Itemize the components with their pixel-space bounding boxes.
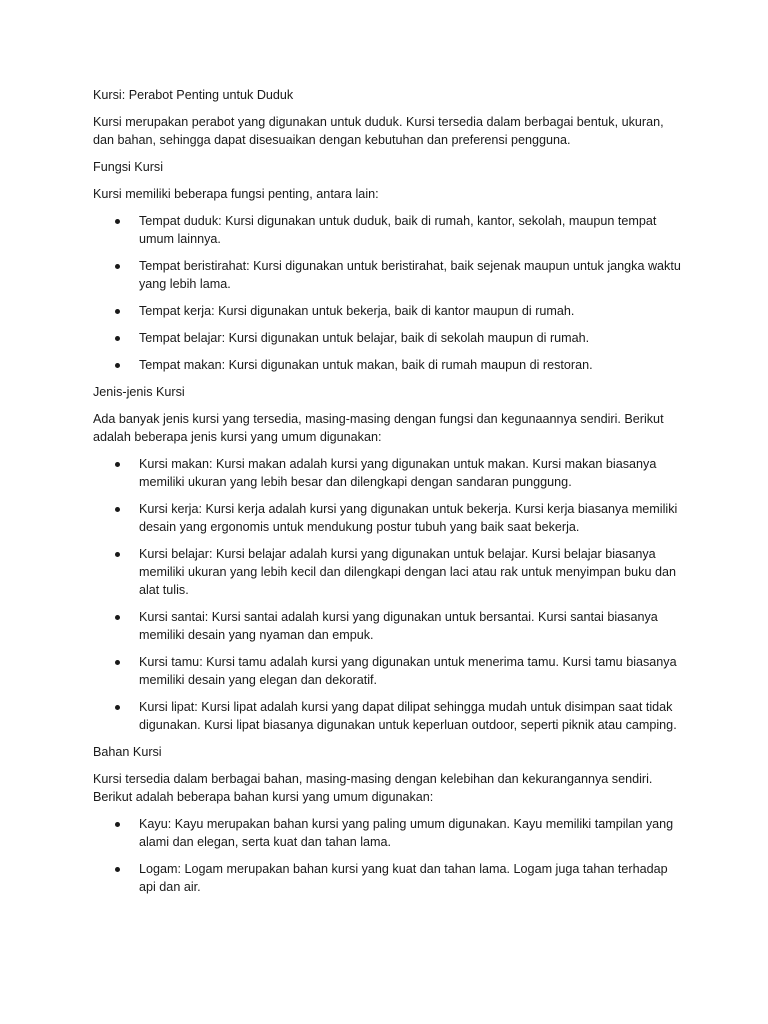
bullet-icon: [115, 462, 120, 467]
list-item: [93, 329, 683, 347]
section-heading-jenis: Jenis-jenis Kursi: [93, 385, 185, 399]
section-intro-bahan: Kursi tersedia dalam berbagai bahan, masing-masing dengan kelebihan dan kekurangannya sendiri. Berikut adalah beberapa bahan kursi yang umum digunakan:: [93, 772, 653, 804]
bullet-icon: [115, 822, 120, 827]
bullet-icon: [115, 264, 120, 269]
bullet-icon: [115, 705, 120, 710]
list-item-text: Tempat makan: Kursi digunakan untuk makan, baik di rumah maupun di restoran.: [139, 358, 593, 372]
list-item: [93, 698, 683, 734]
bullet-icon: [115, 867, 120, 872]
jenis-list: [93, 455, 683, 734]
bullet-icon: [115, 363, 120, 368]
bullet-icon: [115, 507, 120, 512]
section-intro-fungsi: Kursi memiliki beberapa fungsi penting, antara lain:: [93, 187, 379, 201]
list-item-text: Kursi belajar: Kursi belajar adalah kursi yang digunakan untuk belajar. Kursi belajar biasanya memiliki ukuran yang lebih kecil dan dilengkapi dengan laci atau rak untuk menyimpan buku dan alat tulis.: [139, 547, 676, 597]
bullet-icon: [115, 552, 120, 557]
list-item: [93, 653, 683, 689]
list-item: [93, 545, 683, 599]
section-heading-fungsi: Fungsi Kursi: [93, 160, 163, 174]
list-item-text: Tempat beristirahat: Kursi digunakan untuk beristirahat, baik sejenak maupun untuk jangka waktu yang lebih lama.: [139, 259, 681, 291]
list-item-text: Tempat kerja: Kursi digunakan untuk bekerja, baik di kantor maupun di rumah.: [139, 304, 575, 318]
list-item-text: Tempat duduk: Kursi digunakan untuk duduk, baik di rumah, kantor, sekolah, maupun tempat umum lainnya.: [139, 214, 657, 246]
list-item: [93, 356, 683, 374]
list-item-text: Tempat belajar: Kursi digunakan untuk belajar, baik di sekolah maupun di rumah.: [139, 331, 590, 345]
list-item-text: Logam: Logam merupakan bahan kursi yang kuat dan tahan lama. Logam juga tahan terhadap api dan air.: [139, 862, 668, 894]
bullet-icon: [115, 615, 120, 620]
bullet-icon: [115, 309, 120, 314]
list-item: [93, 257, 683, 293]
bullet-icon: [115, 660, 120, 665]
list-item-text: Kayu: Kayu merupakan bahan kursi yang paling umum digunakan. Kayu memiliki tampilan yang alami dan elegan, serta kuat dan tahan lama.: [139, 817, 674, 849]
document-body: [93, 86, 683, 905]
bahan-list: [93, 815, 683, 896]
list-item: [93, 212, 683, 248]
document-title: Kursi: Perabot Penting untuk Duduk: [93, 88, 294, 102]
list-item: [93, 455, 683, 491]
section-intro-jenis: Ada banyak jenis kursi yang tersedia, masing-masing dengan fungsi dan kegunaannya sendiri. Berikut adalah beberapa jenis kursi yang umum digunakan:: [93, 412, 664, 444]
list-item-text: Kursi santai: Kursi santai adalah kursi yang digunakan untuk bersantai. Kursi santai biasanya memiliki desain yang nyaman dan empuk.: [139, 610, 658, 642]
bullet-icon: [115, 219, 120, 224]
list-item: [93, 860, 683, 896]
section-heading-bahan: Bahan Kursi: [93, 745, 162, 759]
list-item: [93, 302, 683, 320]
list-item-text: Kursi lipat: Kursi lipat adalah kursi yang dapat dilipat sehingga mudah untuk disimpan saat tidak digunakan. Kursi lipat biasanya digunakan untuk keperluan outdoor, seperti piknik atau camping.: [139, 700, 677, 732]
list-item-text: Kursi kerja: Kursi kerja adalah kursi yang digunakan untuk bekerja. Kursi kerja biasanya memiliki desain yang ergonomis untuk mendukung postur tubuh yang baik saat bekerja.: [139, 502, 678, 534]
list-item: [93, 608, 683, 644]
bullet-icon: [115, 336, 120, 341]
list-item-text: Kursi makan: Kursi makan adalah kursi yang digunakan untuk makan. Kursi makan biasanya memiliki ukuran yang lebih besar dan dilengkapi dengan sandaran punggung.: [139, 457, 657, 489]
intro-paragraph: Kursi merupakan perabot yang digunakan untuk duduk. Kursi tersedia dalam berbagai bentuk, ukuran, dan bahan, sehingga dapat disesuaikan dengan kebutuhan dan preferensi pengguna.: [93, 115, 664, 147]
list-item-text: Kursi tamu: Kursi tamu adalah kursi yang digunakan untuk menerima tamu. Kursi tamu biasanya memiliki desain yang elegan dan dekoratif.: [139, 655, 677, 687]
fungsi-list: [93, 212, 683, 374]
list-item: [93, 815, 683, 851]
list-item: [93, 500, 683, 536]
